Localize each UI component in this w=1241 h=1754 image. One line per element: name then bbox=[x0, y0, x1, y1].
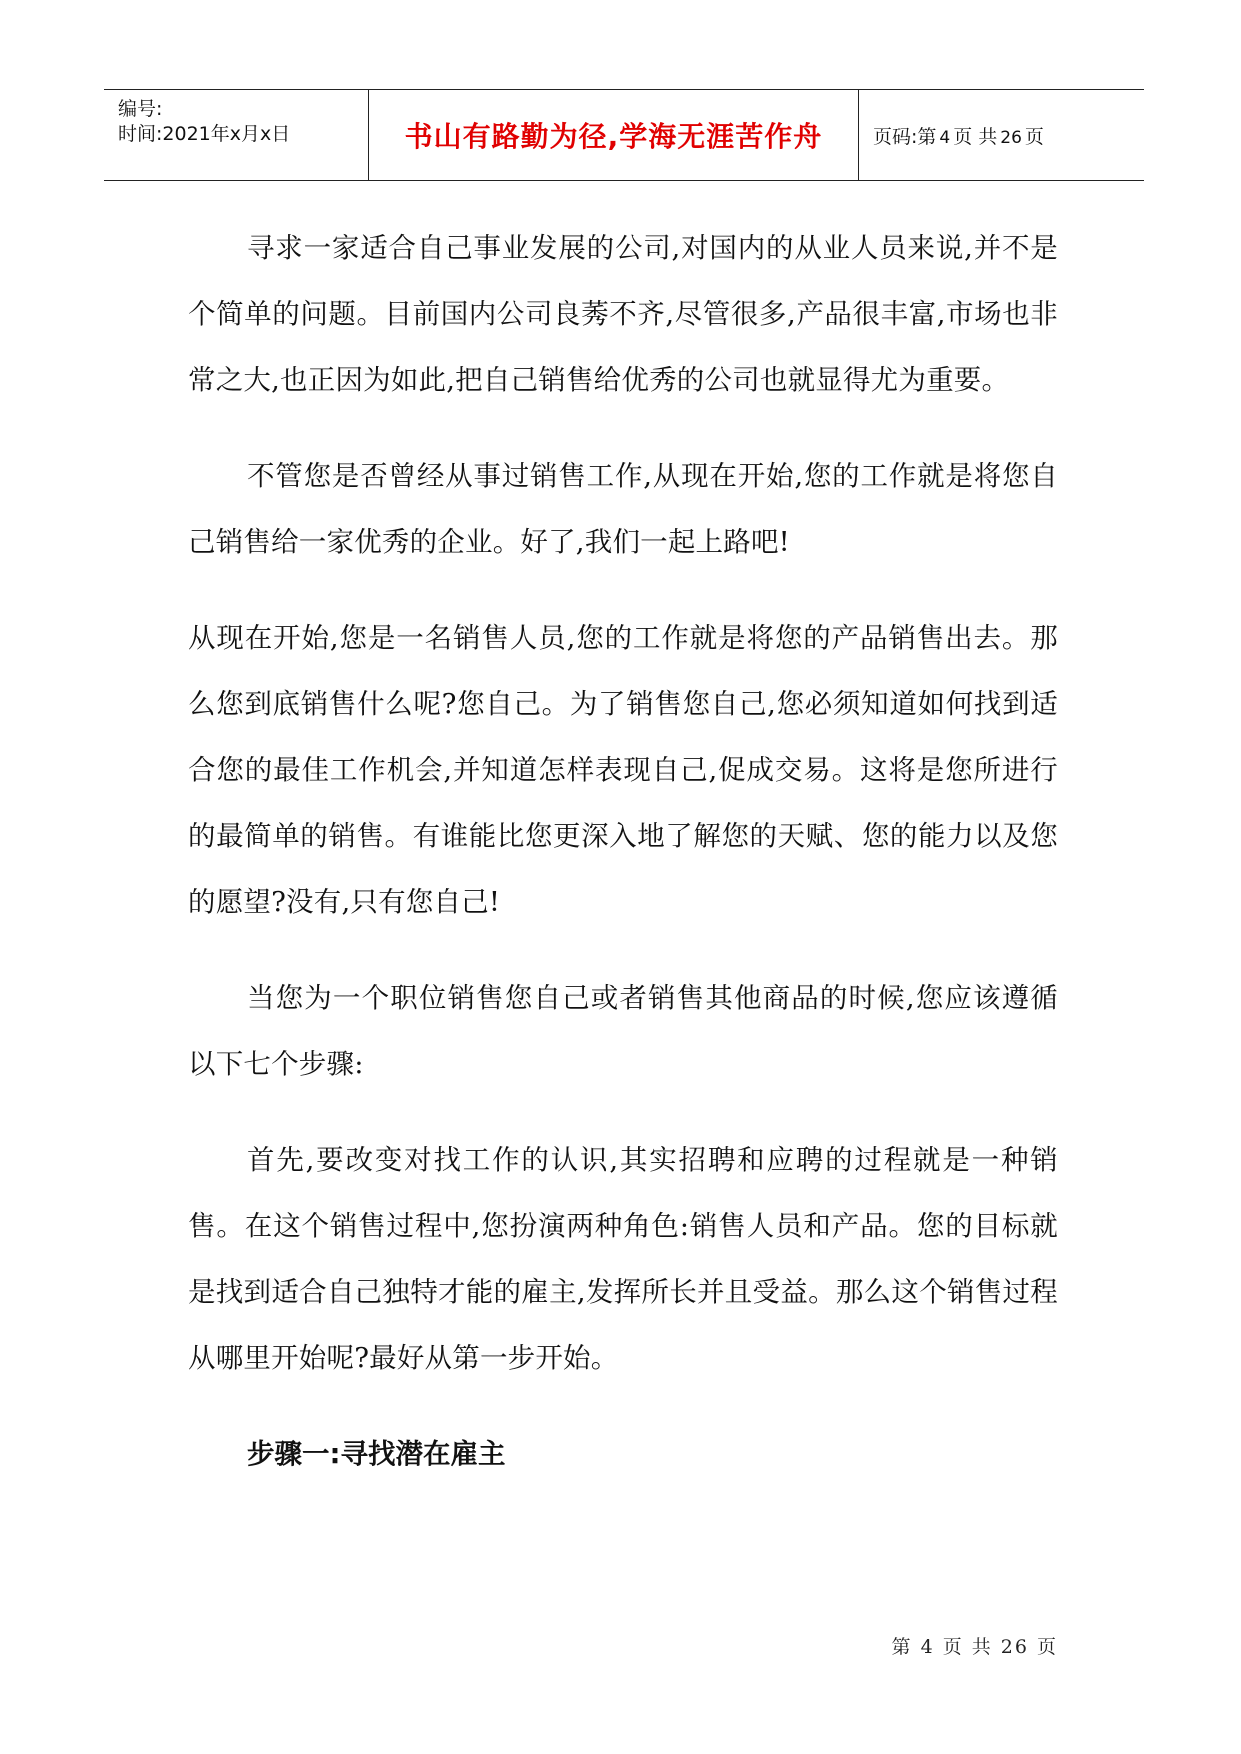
paragraph-5: 首先,要改变对找工作的认识,其实招聘和应聘的过程就是一种销售。在这个销售过程中,您扮演两种角色:销售人员和产品。您的目标就是找到适合自己独特才能的雇主,发挥所长并且受益。那么这个销售过程从哪里开始呢?最好从第一步开始。 bbox=[188, 1144, 1058, 1374]
paragraph-1: 寻求一家适合自己事业发展的公司,对国内的从业人员来说,并不是个简单的问题。目前国内公司良莠不齐,尽管很多,产品很丰富,市场也非常之大,也正因为如此,把自己销售给优秀的公司也就显得尤为重要。 bbox=[188, 232, 1058, 396]
page-suffix: 页 bbox=[1024, 125, 1044, 148]
header-page-cell bbox=[859, 90, 1144, 180]
page-total: 26 bbox=[1000, 127, 1022, 148]
header-motto: 书山有路勤为径,学海无涯苦作舟 bbox=[404, 120, 823, 153]
page-mid: 页 共 bbox=[953, 125, 998, 148]
document-time-label: 时间:2021年x月x日 bbox=[118, 123, 291, 145]
page-prefix: 页码:第 bbox=[873, 125, 937, 148]
header-page-info bbox=[873, 122, 1044, 149]
header-motto-cell bbox=[368, 90, 859, 180]
paragraph-2: 不管您是否曾经从事过销售工作,从现在开始,您的工作就是将您自己销售给一家优秀的企业。好了,我们一起上路吧! bbox=[188, 460, 1058, 558]
page-current: 4 bbox=[939, 127, 951, 148]
page-footer: 第 4 页 共 26 页 bbox=[891, 1636, 1058, 1658]
page-header bbox=[104, 89, 1144, 181]
paragraph-4: 当您为一个职位销售您自己或者销售其他商品的时候,您应该遵循以下七个步骤: bbox=[188, 982, 1058, 1080]
header-meta-cell bbox=[104, 90, 368, 180]
paragraph-3: 从现在开始,您是一名销售人员,您的工作就是将您的产品销售出去。那么您到底销售什么呢?您自己。为了销售您自己,您必须知道如何找到适合您的最佳工作机会,并知道怎样表现自己,促成交易。这将是您所进行的最简单的销售。有谁能比您更深入地了解您的天赋、您的能力以及您的愿望?没有,只有您自己! bbox=[188, 622, 1058, 918]
document-body bbox=[188, 215, 1058, 1487]
document-number-label: 编号: bbox=[118, 98, 163, 120]
step-heading: 步骤一:寻找潜在雇主 bbox=[247, 1438, 506, 1470]
